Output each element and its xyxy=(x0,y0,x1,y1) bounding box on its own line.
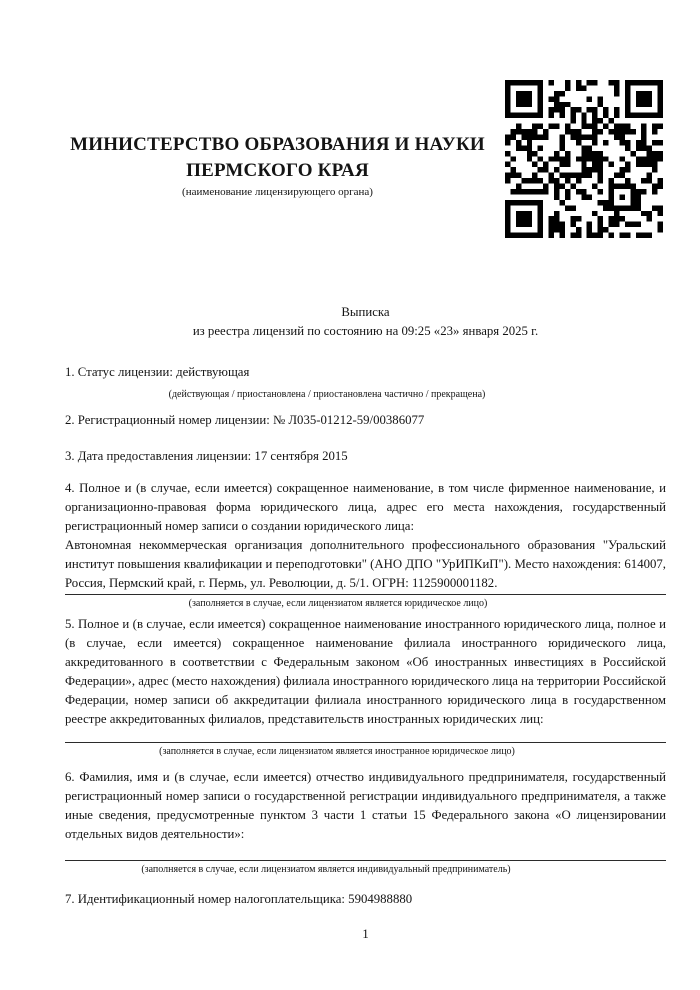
answer-underline xyxy=(65,860,666,861)
legal-entity-answer: Автономная некоммерческая организация дополнительного профессионального образования "Уральский институт повышения квалификации и переподготовки" (АНО ДПО "УрИПКиП"). Место нахождения: 614007, Россия, Пермский край, г. Пермь, ул. Революции, д. 5/1. ОГРН: 1125900001182. xyxy=(65,538,666,590)
answer-underline xyxy=(65,742,666,743)
answer-underline xyxy=(65,594,666,595)
ministry-name-line1: МИНИСТЕРСТВО ОБРАЗОВАНИЯ И НАУКИ xyxy=(70,134,485,155)
status-options-caption: (действующая / приостановлена / приостановлена частично / прекращена) xyxy=(168,389,486,400)
legal-entity-caption: (заполняется в случае, если лицензиатом является юридическое лицо) xyxy=(188,598,488,609)
extract-body xyxy=(65,0,666,909)
license-status-line: 1. Статус лицензии: действующая xyxy=(65,365,250,379)
legal-entity-question: 4. Полное и (в случае, если имеется) сокращенное наименование, в том числе фирменное наименование, и организационно-правовая форма юридического лица, адрес его места нахождения, государственный регистрационный номер записи о создании юридического лица: xyxy=(65,481,666,533)
entrepreneur-question: 6. Фамилия, имя и (в случае, если имеется) отчество индивидуального предпринимателя, государственный регистрационный номер записи о государственной регистрации индивидуального предпринимателя, а также иные сведения, предусмотренные пунктом 3 части 1 статьи 15 Федерального закона «О лицензировании отдельных видов деятельности»: xyxy=(65,770,666,841)
extract-title-block xyxy=(65,303,666,341)
extract-title: Выписка xyxy=(341,305,390,319)
ministry-name-line2: ПЕРМСКОГО КРАЯ xyxy=(186,160,369,181)
entrepreneur-caption: (заполняется в случае, если лицензиатом является индивидуальный предприниматель) xyxy=(141,864,511,875)
foreign-entity-caption: (заполняется в случае, если лицензиатом является иностранное юридическое лицо) xyxy=(159,746,515,757)
extract-subtitle: из реестра лицензий по состоянию на 09:25 «23» января 2025 г. xyxy=(192,324,539,338)
foreign-entity-question: 5. Полное и (в случае, если имеется) сокращенное наименование иностранного юридического лица, полное и (в случае, если имеется) сокращенное наименование филиала иностранного юридического лица, аккредитованного в соответствии с Федеральным законом «Об иностранных инвестициях в Российской Федерации», адрес (место нахождения) филиала иностранного юридического лица на территории Российской Федерации, номер записи об аккредитации филиала иностранного юридического лица в государственном реестре аккредитованных филиалов, представительств иностранных юридических лиц: xyxy=(65,617,666,726)
license-date-line: 3. Дата предоставления лицензии: 17 сентября 2015 xyxy=(65,449,348,463)
registration-number-line: 2. Регистрационный номер лицензии: № Л035-01212-59/00386077 xyxy=(65,413,425,427)
page-number: 1 xyxy=(362,926,369,941)
taxpayer-number-line: 7. Идентификационный номер налогоплательщика: 5904988880 xyxy=(65,892,413,906)
licensing-authority-caption: (наименование лицензирующего органа) xyxy=(182,186,373,198)
